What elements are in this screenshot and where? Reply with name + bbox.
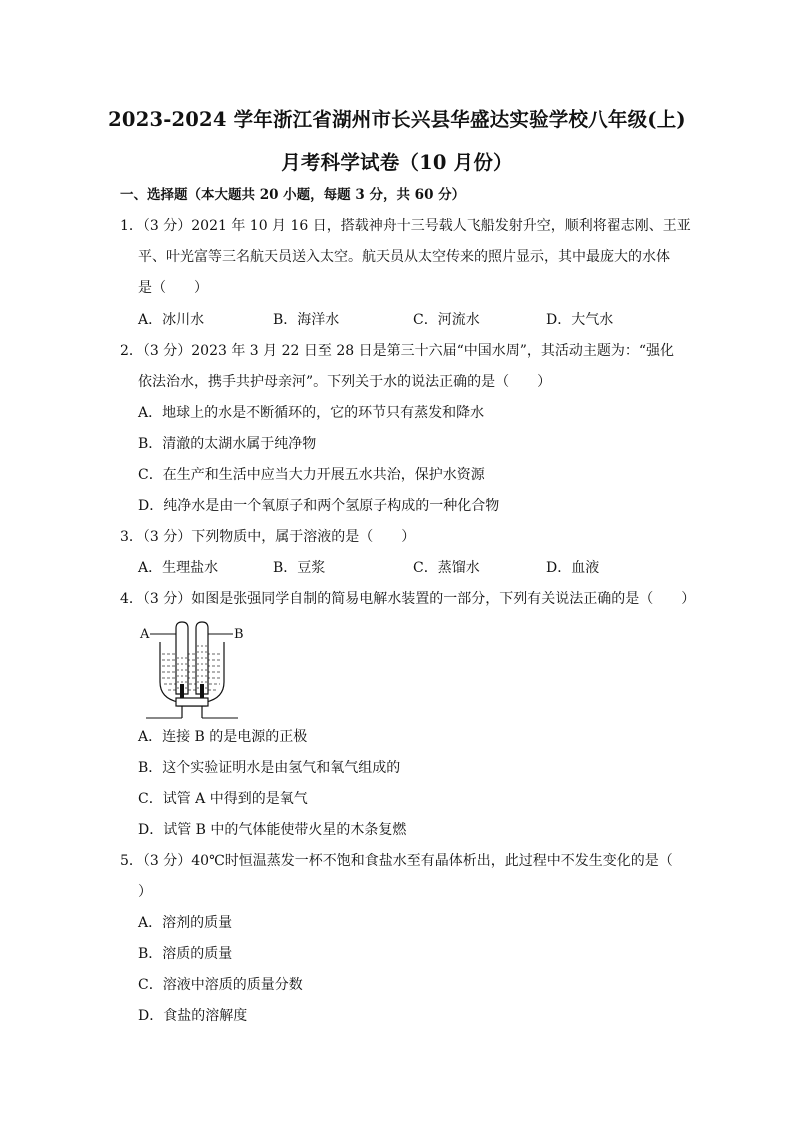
q1-stem-line2: 平、叶光富等三名航天员送入太空。航天员从太空传来的照片显示，其中最庞大的水体 — [138, 249, 670, 265]
q2-option-d: D．纯净水是由一个氧原子和两个氢原子构成的一种化合物 — [138, 498, 500, 514]
q5-option-b: B．溶质的质量 — [138, 946, 233, 962]
q3-option-b: B．豆浆 — [273, 560, 326, 576]
q2-option-a: A．地球上的水是不断循环的，它的环节只有蒸发和降水 — [138, 405, 485, 421]
q1-option-d: D．大气水 — [546, 312, 614, 328]
q1-option-b: B．海洋水 — [273, 312, 340, 328]
q1-stem-line1: 1．（3 分）2021 年 10 月 16 日，搭载神舟十三号载人飞船发射升空，顺利将翟志刚、王亚 — [120, 218, 691, 234]
q5-stem-line1: 5．（3 分）40℃时恒温蒸发一杯不饱和食盐水至有晶体析出，此过程中不发生变化的是（ — [120, 853, 673, 869]
q5-option-d: D．食盐的溶解度 — [138, 1008, 248, 1024]
q3-stem: 3．（3 分）下列物质中，属于溶液的是（ ） — [120, 529, 416, 545]
q3-option-c: C．蒸馏水 — [413, 560, 480, 576]
q1-stem-line3: 是（ ） — [138, 280, 208, 296]
q2-option-b: B．清澈的太湖水属于纯净物 — [138, 436, 317, 452]
q5-stem-line2: ） — [138, 884, 152, 900]
exam-title-line1: 2023-2024 学年浙江省湖州市长兴县华盛达实验学校八年级(上) — [108, 108, 686, 131]
q4-option-c: C．试管 A 中得到的是氧气 — [138, 791, 308, 807]
q2-stem-line1: 2．（3 分）2023 年 3 月 22 日至 28 日是第三十六届“中国水周”，其活动主题为：“强化 — [120, 343, 675, 359]
section-heading: 一、选择题（本大题共 20 小题，每题 3 分，共 60 分） — [120, 187, 466, 203]
figure-label-b: B — [234, 627, 244, 642]
q1-option-a: A．冰川水 — [138, 312, 205, 328]
exam-title-line2: 月考科学试卷（10 月份） — [281, 151, 513, 174]
q5-option-a: A．溶剂的质量 — [138, 915, 233, 931]
q3-option-a: A．生理盐水 — [138, 560, 219, 576]
q1-option-c: C．河流水 — [413, 312, 480, 328]
q2-stem-line2: 依法治水，携手共护母亲河”。下列关于水的说法正确的是（ ） — [138, 374, 552, 390]
q3-option-d: D．血液 — [546, 560, 600, 576]
q4-option-a: A．连接 B 的是电源的正极 — [138, 729, 308, 745]
q4-option-b: B．这个实验证明水是由氢气和氧气组成的 — [138, 760, 401, 776]
q5-option-c: C．溶液中溶质的质量分数 — [138, 977, 303, 993]
figure-label-a: A — [140, 627, 150, 642]
q4-option-d: D．试管 B 中的气体能使带火星的木条复燃 — [138, 822, 407, 838]
q4-stem: 4．（3 分）如图是张强同学自制的简易电解水装置的一部分，下列有关说法正确的是（ ） — [120, 591, 696, 607]
q2-option-c: C．在生产和生活中应当大力开展五水共治，保护水资源 — [138, 467, 485, 483]
electrolysis-apparatus-figure — [138, 618, 248, 722]
